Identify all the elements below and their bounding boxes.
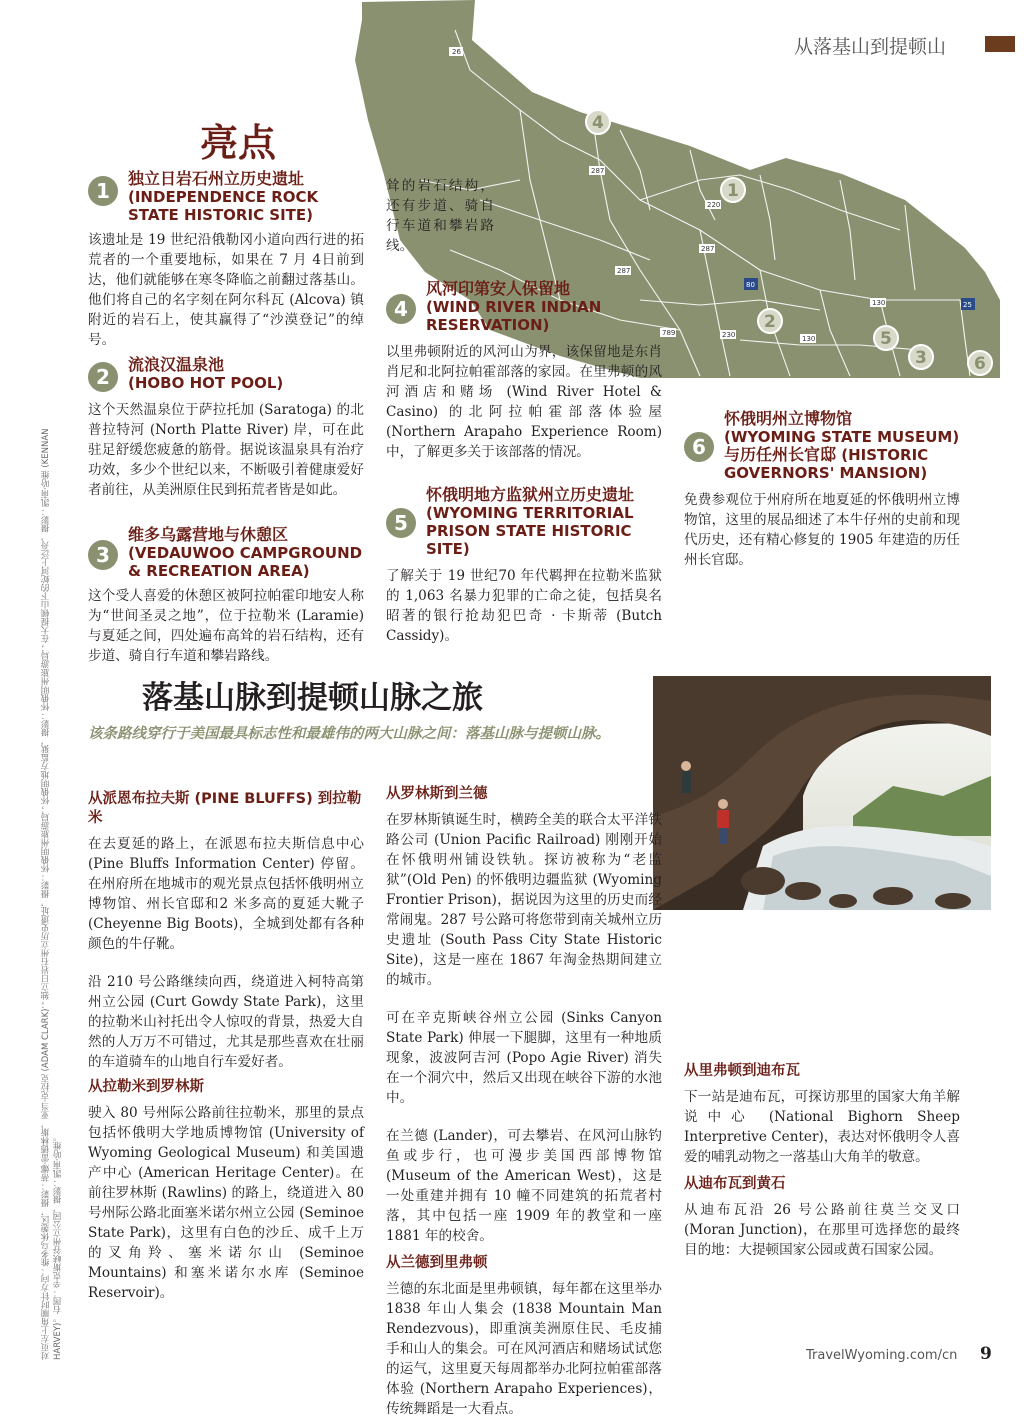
map-marker-1 xyxy=(721,178,745,202)
highlight-title-cn: 风河印第安人保留地 xyxy=(426,279,571,298)
highlight-number: 4 xyxy=(386,294,416,324)
highlight-title-cn: 独立日岩石州立历史遗址 xyxy=(128,169,305,188)
route-label: 230 xyxy=(722,331,736,339)
highlights-title: 亮点 xyxy=(200,121,277,165)
map-marker-4 xyxy=(586,110,610,134)
highlight-title-en: (INDEPENDENCE ROCK STATE HISTORIC SITE) xyxy=(128,188,319,224)
journey-section-heading: 从拉勒米到罗林斯 xyxy=(88,1079,204,1095)
highlight-title-en: (HOBO HOT POOL) xyxy=(128,374,284,392)
route-label: 287 xyxy=(591,167,605,175)
highlight-number: 2 xyxy=(88,362,118,392)
footer-url[interactable]: TravelWyoming.com/cn xyxy=(806,1348,958,1363)
svg-text:3: 3 xyxy=(915,348,927,368)
svg-text:4: 4 xyxy=(592,113,604,133)
highlight-number: 1 xyxy=(88,176,118,206)
route-label: 80 xyxy=(822,301,831,309)
journey-section-heading: 从迪布瓦到黄石 xyxy=(684,1176,786,1192)
journey-title: 落基山脉到提顿山脉之旅 xyxy=(142,680,483,716)
highlight-title-en: (WYOMING TERRITORIAL PRISON STATE HISTORIC SITE) xyxy=(426,504,634,558)
highlight-title-cn: 怀俄明州立博物馆 xyxy=(724,409,853,428)
journey-paragraph: 可在辛克斯峡谷州立公园 (Sinks Canyon State Park) 伸展一下腿脚，这里有一种地质现象，波波阿吉河 (Popo Agie River) 消失在一个洞穴中，然后又出现在峡谷下游的水池中。 xyxy=(386,1010,662,1106)
journey-column-3 xyxy=(684,1062,960,1260)
journey-paragraph: 兰德的东北面是里弗顿镇，每年都在这里举办 1838 年山人集会 (1838 Mountain Man Rendezvous)，即重演美洲原住民、毛皮捕手和山人的集会。可在风河酒店和赌场试试您的运气，这里夏天每周都举办北阿拉帕霍部落体验 (Northern Arapaho Experiences)，传统舞蹈是一大看点。 xyxy=(386,1281,662,1417)
route-label: 130 xyxy=(802,335,816,343)
highlight-text: 以里弗顿附近的风河山为界，该保留地是东肖肖尼和北阿拉帕霍部落的家园。在里弗顿的风河酒店和赌场 (Wind River Hotel & Casino) 的北阿拉帕霍部落体验屋 (Northern Arapaho Experience Room) 中，了解更多关于该部落的情况。 xyxy=(386,344,662,460)
map-marker-2 xyxy=(758,309,782,333)
highlight-number: 6 xyxy=(684,432,714,462)
svg-text:2: 2 xyxy=(764,312,776,332)
journey-paragraph: 下一站是迪布瓦，可探访那里的国家大角羊解说中心 (National Bighorn Sheep Interpretive Center)，表达对怀俄明令人喜爱的哺乳动物之一落基山大角羊的敬意。 xyxy=(684,1089,960,1165)
highlight-3-text-continued: 耸的岩石结构，还有步道、骑自行车道和攀岩路线。 xyxy=(386,178,494,254)
photo-credits: 对页左上角顺时针方向：维多乌休憩区，摄影：蒂娜·雷德林斯，亚当·克拉克 (ADAM CLARK)；独立日岩石州立历史遗址，摄影：怀俄明州旅游局；怀俄明地方监狱，摄影：怀俄明州旅游局；在大提顿山下的蛇河上泛舟，摄影：凯南·哈维 (KENNAN HARVEY)。右图：辛克斯峡谷州立公园，摄影：凯南·哈维。 xyxy=(41,428,63,1360)
route-label: 287 xyxy=(617,267,631,275)
highlight-title-en2: (HISTORIC GOVERNORS' MANSION) xyxy=(724,446,929,482)
journey-section-heading: 从兰德到里弗顿 xyxy=(386,1255,488,1271)
journey-paragraph: 在去夏延的路上，在派恩布拉夫斯信息中心 (Pine Bluffs Information Center) 停留。在州府所在地城市的观光景点包括怀俄明州立博物馆、州长官邸和2 米多高的夏延大靴子 (Cheyenne Big Boots)，全城到处都有各种颜色的牛仔靴。 xyxy=(88,836,364,952)
route-label: 80 xyxy=(746,281,755,289)
route-label: 287 xyxy=(701,245,715,253)
highlight-title-cn: 维多乌露营地与休憩区 xyxy=(128,525,289,544)
journey-paragraph: 沿 210 号公路继续向西，绕道进入柯特高第州立公园 (Curt Gowdy State Park)，这里的拉勒米山衬托出令人惊叹的背景，热爱大自然的人万万不可错过，尤其是那些喜欢在壮丽的车道骑车的山地自行车爱好者。 xyxy=(88,974,364,1070)
journey-section-heading: 从派恩布拉夫斯 (PINE BLUFFS) 到拉勒米 xyxy=(88,791,362,826)
page-number: 9 xyxy=(980,1344,992,1364)
sinks-canyon-photo xyxy=(653,676,991,910)
highlight-number: 5 xyxy=(386,508,416,538)
journey-paragraph: 从迪布瓦沿 26 号公路前往莫兰交叉口 (Moran Junction)，在那里可选择您的最终目的地：大提顿国家公园或黄石国家公园。 xyxy=(684,1202,960,1258)
journey-paragraph: 在兰德 (Lander)，可去攀岩、在风河山脉钓鱼或步行，也可漫步美国西部博物馆 (Museum of the American West)，这是一处重建并拥有 10 幢不同建筑的拓荒者村落，其中包括一座 1909 年的教堂和一座 1881 年的校舍。 xyxy=(386,1128,662,1244)
svg-text:6: 6 xyxy=(974,354,986,374)
highlight-text: 这个受人喜爱的休憩区被阿拉帕霍印地安人称为“世间圣灵之地”，位于拉勒米 (Laramie) 与夏延之间，四处遍布高耸的岩石结构，还有步道、骑自行车道和攀岩路线。 xyxy=(88,588,364,664)
highlight-text: 了解关于 19 世纪70 年代羁押在拉勒米监狱的 1,063 名暴力犯罪的亡命之徒，包括臭名昭著的银行抢劫犯巴奇 · 卡斯蒂 (Butch Cassidy)。 xyxy=(386,568,662,644)
highlight-text: 该遗址是 19 世纪沿俄勒冈小道向西行进的拓荒者的一个重要地标，如果在 7 月 4日前到达，他们就能够在寒冬降临之前翻过落基山。他们将自己的名字刻在阿尔科瓦 (Alcova) 镇附近的岩石上，使其赢得了“沙漠登记”的绰号。 xyxy=(88,232,364,348)
svg-text:1: 1 xyxy=(727,181,739,201)
highlight-title-en: (WIND RIVER INDIAN RESERVATION) xyxy=(426,298,602,334)
route-label: 220 xyxy=(707,201,721,209)
highlight-text: 免费参观位于州府所在地夏延的怀俄明州立博物馆，这里的展品细述了本牛仔州的史前和现代历史，还有精心修复的 1905 年建造的历任州长官邸。 xyxy=(684,492,960,568)
map-marker-6 xyxy=(968,351,992,375)
svg-text:5: 5 xyxy=(880,329,892,349)
journey-paragraph: 在罗林斯镇诞生时，横跨全美的联合太平洋铁路公司 (Union Pacific Railroad) 刚刚开始在怀俄明州铺设铁轨。探访被称为“老监狱”(Old Pen) 的怀俄明边疆监狱 (Wyoming Frontier Prison)，据说因为这里的历史而经常闹鬼。287 号公路可将您带到南关城州立历史遗址 (South Pass City State Historic Site)，这是一座在 1867 年淘金热期间建立的城市。 xyxy=(386,812,662,988)
map-marker-3 xyxy=(909,345,933,369)
map-marker-5 xyxy=(874,326,898,350)
route-label: 789 xyxy=(662,329,676,337)
journey-column-2 xyxy=(386,785,662,1419)
highlight-title-cn2: 与历任州长官邸 xyxy=(724,445,837,464)
route-label: 130 xyxy=(872,299,886,307)
route-label: 25 xyxy=(963,301,972,309)
journey-section-heading: 从罗林斯到兰德 xyxy=(386,786,488,802)
route-label: 26 xyxy=(452,48,461,56)
highlight-title-en: (VEDAUWOO CAMPGROUND & RECREATION AREA) xyxy=(128,544,363,580)
section-title: 从落基山到提顿山 xyxy=(794,36,947,58)
journey-subtitle: 该条路线穿行于美国最具标志性和最雄伟的两大山脉之间：落基山脉与提顿山脉。 xyxy=(88,726,610,742)
highlight-title-en: (WYOMING STATE MUSEUM) xyxy=(724,428,960,446)
journey-paragraph: 驶入 80 号州际公路前往拉勒米，那里的景点包括怀俄明大学地质博物馆 (University of Wyoming Geological Museum) 和美国遗产中心 (American Heritage Center)。在前往罗林斯 (Rawlins) 的路上，绕道进入 80 号州际公路北面塞米诺尔州立公园 (Seminoe State Park)，这里有白色的沙丘、成千上万的叉角羚、塞米诺尔山 (Seminoe Mountains) 和塞米诺尔水库 (Seminoe Reservoir)。 xyxy=(88,1105,364,1301)
highlight-text: 这个天然温泉位于萨拉托加 (Saratoga) 的北普拉特河 (North Platte River) 岸，可在此驻足舒缓您疲惫的筋骨。据说该温泉具有治疗功效，多少个世纪以来，不断吸引着健康爱好者前往，从美洲原住民到拓荒者皆是如此。 xyxy=(88,402,364,498)
highlight-number: 3 xyxy=(88,540,118,570)
journey-column-1 xyxy=(88,790,364,1303)
route-label: 30 xyxy=(876,308,885,316)
highlight-title-cn: 怀俄明地方监狱州立历史遗址 xyxy=(426,485,635,504)
highlight-title-cn: 流浪汉温泉池 xyxy=(128,355,225,374)
journey-section-heading: 从里弗顿到迪布瓦 xyxy=(684,1063,800,1079)
